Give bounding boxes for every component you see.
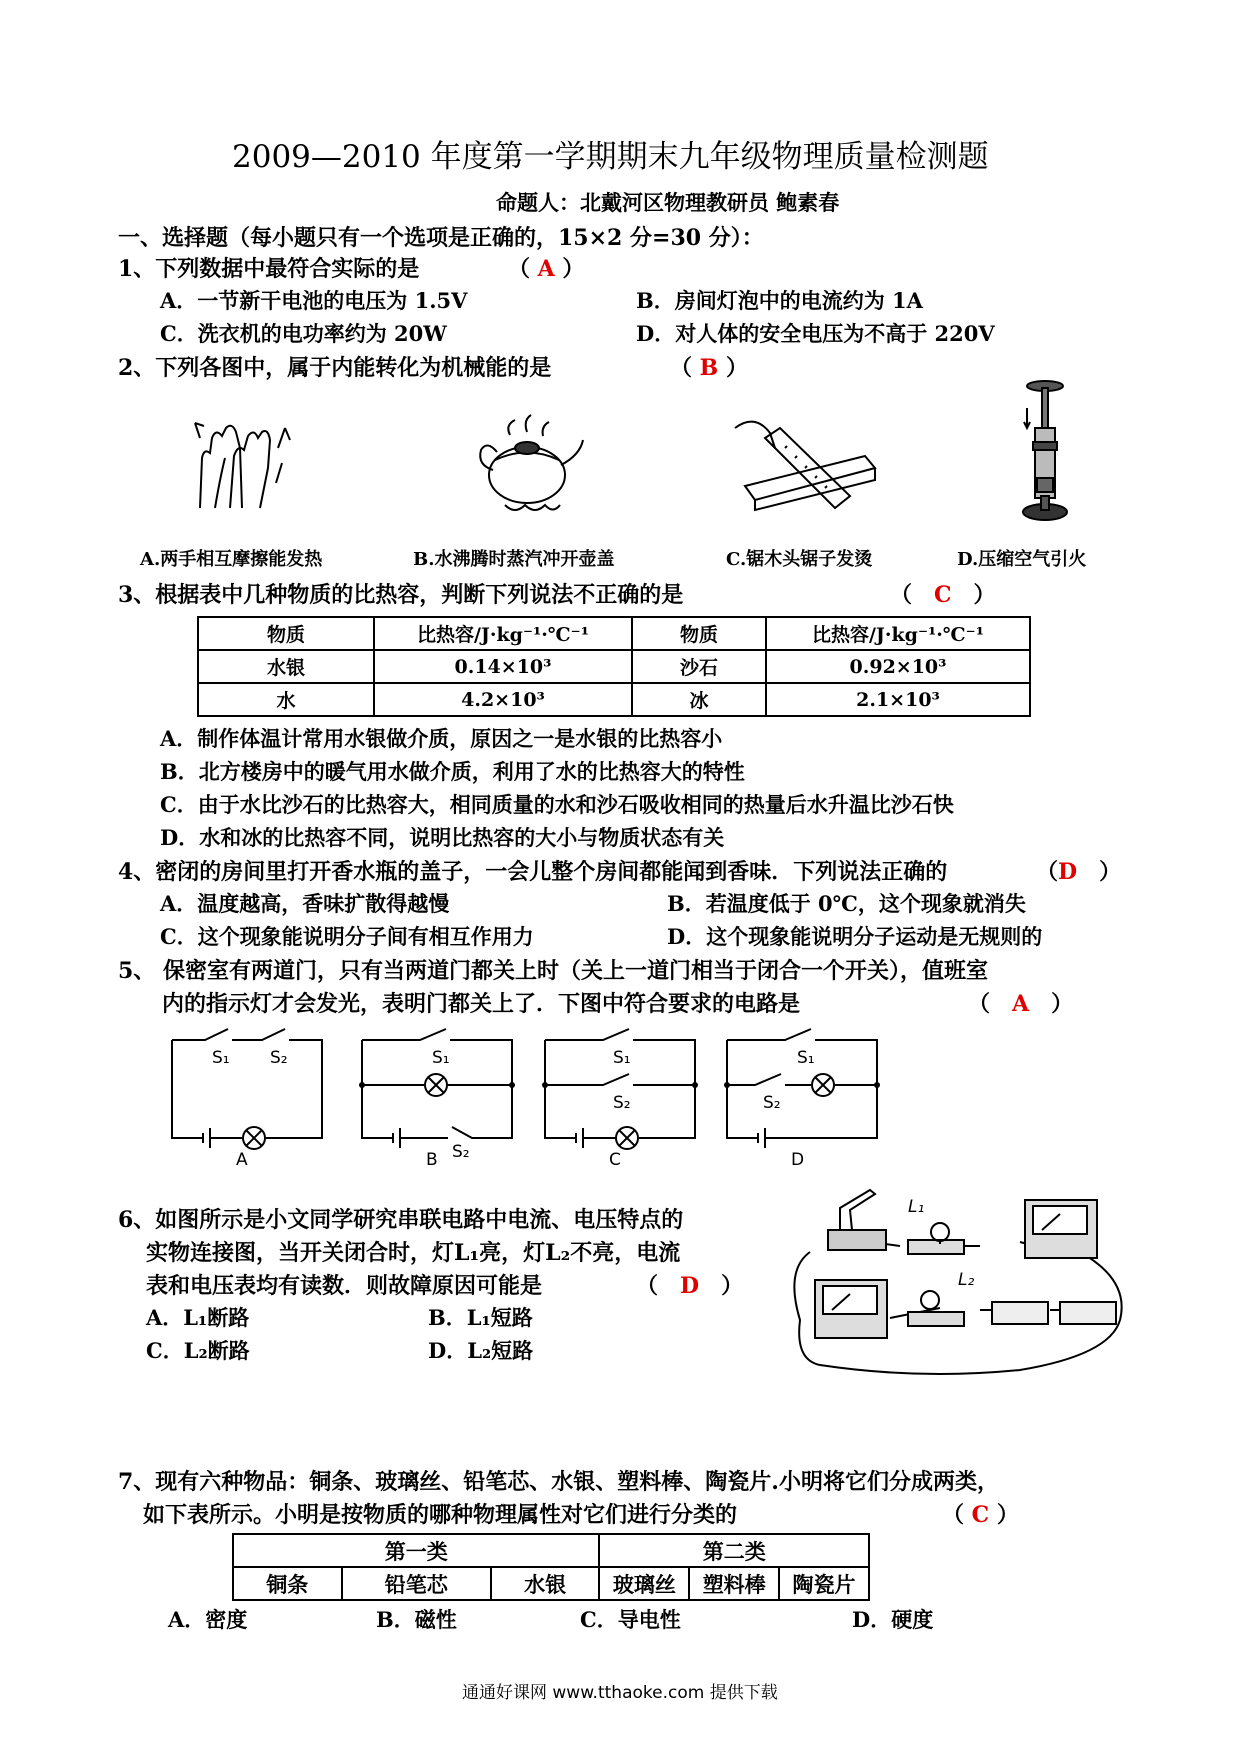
boiling-kettle-image [465,410,590,522]
q3-answer-bracket: （ C ） [890,582,996,608]
q6-option-b: B．L₁短路 [428,1305,533,1330]
circuit-b-diagram [360,1025,520,1170]
circuit-d-label: D [791,1150,805,1170]
q1-stem: 1、下列数据中最符合实际的是 [118,256,420,282]
q4-answer-bracket: （D ） [1036,859,1122,885]
air-compression-tube-image [1015,378,1075,526]
q7-option-b: B．磁性 [376,1607,457,1632]
circuit-c-diagram [543,1025,703,1170]
q6-stem-line1: 6、如图所示是小文同学研究串联电路中电流、电压特点的 [118,1207,684,1233]
table-row [198,683,1030,716]
table-cell: 水银 [491,1567,600,1600]
table-cell: 沙石 [632,650,766,683]
q3-option-b: B．北方楼房中的暖气用水做介质，利用了水的比热容大的特性 [160,759,745,784]
q6-option-c: C．L₂断路 [146,1338,250,1363]
circuit-d-diagram [725,1025,885,1170]
table-row [198,650,1030,683]
q4-answer: D [1058,859,1078,885]
q1-option-b: B．房间灯泡中的电流约为 1A [636,288,923,313]
q7-option-d: D．硬度 [852,1607,934,1632]
q4-option-c: C．这个现象能说明分子间有相互作用力 [160,924,534,949]
q5-stem-line1: 5、 保密室有两道门，只有当两道门都关上时（关上一道门相当于闭合一个开关），值班室 [118,958,988,984]
switch-s2-label: S₂ [452,1142,470,1162]
table-header: 第二类 [599,1534,869,1567]
q3-option-d: D．水和冰的比热容不同，说明比热容的大小与物质状态有关 [160,825,725,850]
switch-s1-label: S₁ [613,1048,631,1068]
specific-heat-table [197,616,1031,717]
q5-answer: A [1012,991,1030,1017]
q5-answer-bracket: （ A ） [968,991,1074,1017]
circuit-b-label: B [426,1150,438,1170]
q2-caption-b: B.水沸腾时蒸汽冲开壶盖 [413,549,615,570]
q6-option-a: A．L₁断路 [146,1305,250,1330]
lamp-l1-label: L₁ [908,1197,925,1217]
table-cell: 铅笔芯 [342,1567,491,1600]
section-heading: 一、选择题（每小题只有一个选项是正确的，15×2 分=30 分）： [118,225,764,251]
q3-option-a: A．制作体温计常用水银做介质，原因之一是水银的比热容小 [160,726,723,751]
table-cell: 铜条 [233,1567,342,1600]
q1-option-a: A．一节新干电池的电压为 1.5V [160,288,468,313]
switch-s1-label: S₁ [212,1048,230,1068]
author-line: 命题人：北戴河区物理教研员 鲍素春 [496,190,840,215]
q2-caption-c: C.锯木头锯子发烫 [726,549,873,570]
q1-answer-bracket: （ A ） [508,256,585,282]
table-header: 物质 [198,617,374,650]
q7-option-c: C．导电性 [580,1607,681,1632]
footer-text: 通通好课网 www.tthaoke.com 提供下载 [462,1683,778,1703]
table-cell: 塑料棒 [689,1567,779,1600]
q1-answer: A [537,256,555,282]
q7-stem-line2: 如下表所示。小明是按物质的哪种物理属性对它们进行分类的 [143,1502,738,1528]
q7-option-a: A．密度 [168,1607,248,1632]
q2-caption-a: A.两手相互摩擦能发热 [140,549,323,570]
table-header: 第一类 [233,1534,599,1567]
q4-stem: 4、密闭的房间里打开香水瓶的盖子，一会儿整个房间都能闻到香味．下列说法正确的 [118,859,948,885]
q7-stem-line1: 7、现有六种物品：铜条、玻璃丝、铅笔芯、水银、塑料棒、陶瓷片.小明将它们分成两类， [118,1469,999,1495]
sawing-wood-image [725,408,885,518]
q1-option-c: C．洗衣机的电功率约为 20W [160,321,447,346]
q2-answer: B [699,355,719,381]
switch-s2-label: S₂ [613,1093,631,1113]
q3-answer: C [934,582,952,608]
q6-option-d: D．L₂短路 [428,1338,534,1363]
table-row [233,1567,869,1600]
q5-stem-line2: 内的指示灯才会发光，表明门都关上了．下图中符合要求的电路是 [162,991,801,1017]
switch-s2-label: S₂ [763,1093,781,1113]
page-title: 2009—2010 年度第一学期期末九年级物理质量检测题 [232,139,989,175]
table-cell: 4.2×10³ [374,683,632,716]
table-cell: 2.1×10³ [766,683,1030,716]
table-header: 比热容/J·kg⁻¹·℃⁻¹ [766,617,1030,650]
lamp-l2-label: L₂ [958,1270,975,1290]
q6-stem-line2: 实物连接图，当开关闭合时，灯L₁亮，灯L₂不亮，电流 [146,1240,681,1266]
table-cell: 水 [198,683,374,716]
table-header: 比热容/J·kg⁻¹·℃⁻¹ [374,617,632,650]
circuit-c-label: C [609,1150,621,1170]
q2-answer-bracket: （ B ） [670,355,748,381]
switch-s1-label: S₁ [432,1048,450,1068]
q3-stem: 3、根据表中几种物质的比热容，判断下列说法不正确的是 [118,582,684,608]
table-cell: 玻璃丝 [599,1567,689,1600]
q2-caption-d: D.压缩空气引火 [957,549,1087,570]
q6-stem-line3: 表和电压表均有读数．则故障原因可能是 [146,1273,543,1299]
switch-s2-label: S₂ [270,1048,288,1068]
series-circuit-apparatus-image [780,1180,1130,1380]
q7-answer-bracket: （ C ） [942,1502,1019,1528]
q3-option-c: C．由于水比沙石的比热容大，相同质量的水和沙石吸收相同的热量后水升温比沙石快 [160,792,954,817]
table-cell: 0.14×10³ [374,650,632,683]
q1-option-d: D．对人体的安全电压为不高于 220V [636,321,995,346]
q2-stem: 2、下列各图中，属于内能转化为机械能的是 [118,355,552,381]
table-header: 物质 [632,617,766,650]
q4-option-d: D．这个现象能说明分子运动是无规则的 [667,924,1043,949]
q6-answer: D [680,1273,700,1299]
q7-answer: C [971,1502,990,1528]
circuit-a-label: A [236,1150,248,1170]
switch-s1-label: S₁ [797,1048,815,1068]
table-cell: 陶瓷片 [779,1567,869,1600]
table-cell: 水银 [198,650,374,683]
table-cell: 0.92×10³ [766,650,1030,683]
q4-option-a: A．温度越高，香味扩散得越慢 [160,891,450,916]
classification-table [232,1533,870,1601]
circuit-a-diagram [170,1025,330,1170]
q6-answer-bracket: （ D ） [636,1273,744,1299]
q4-option-b: B．若温度低于 0℃，这个现象就消失 [667,891,1026,916]
rubbing-hands-image [190,408,300,520]
table-cell: 冰 [632,683,766,716]
